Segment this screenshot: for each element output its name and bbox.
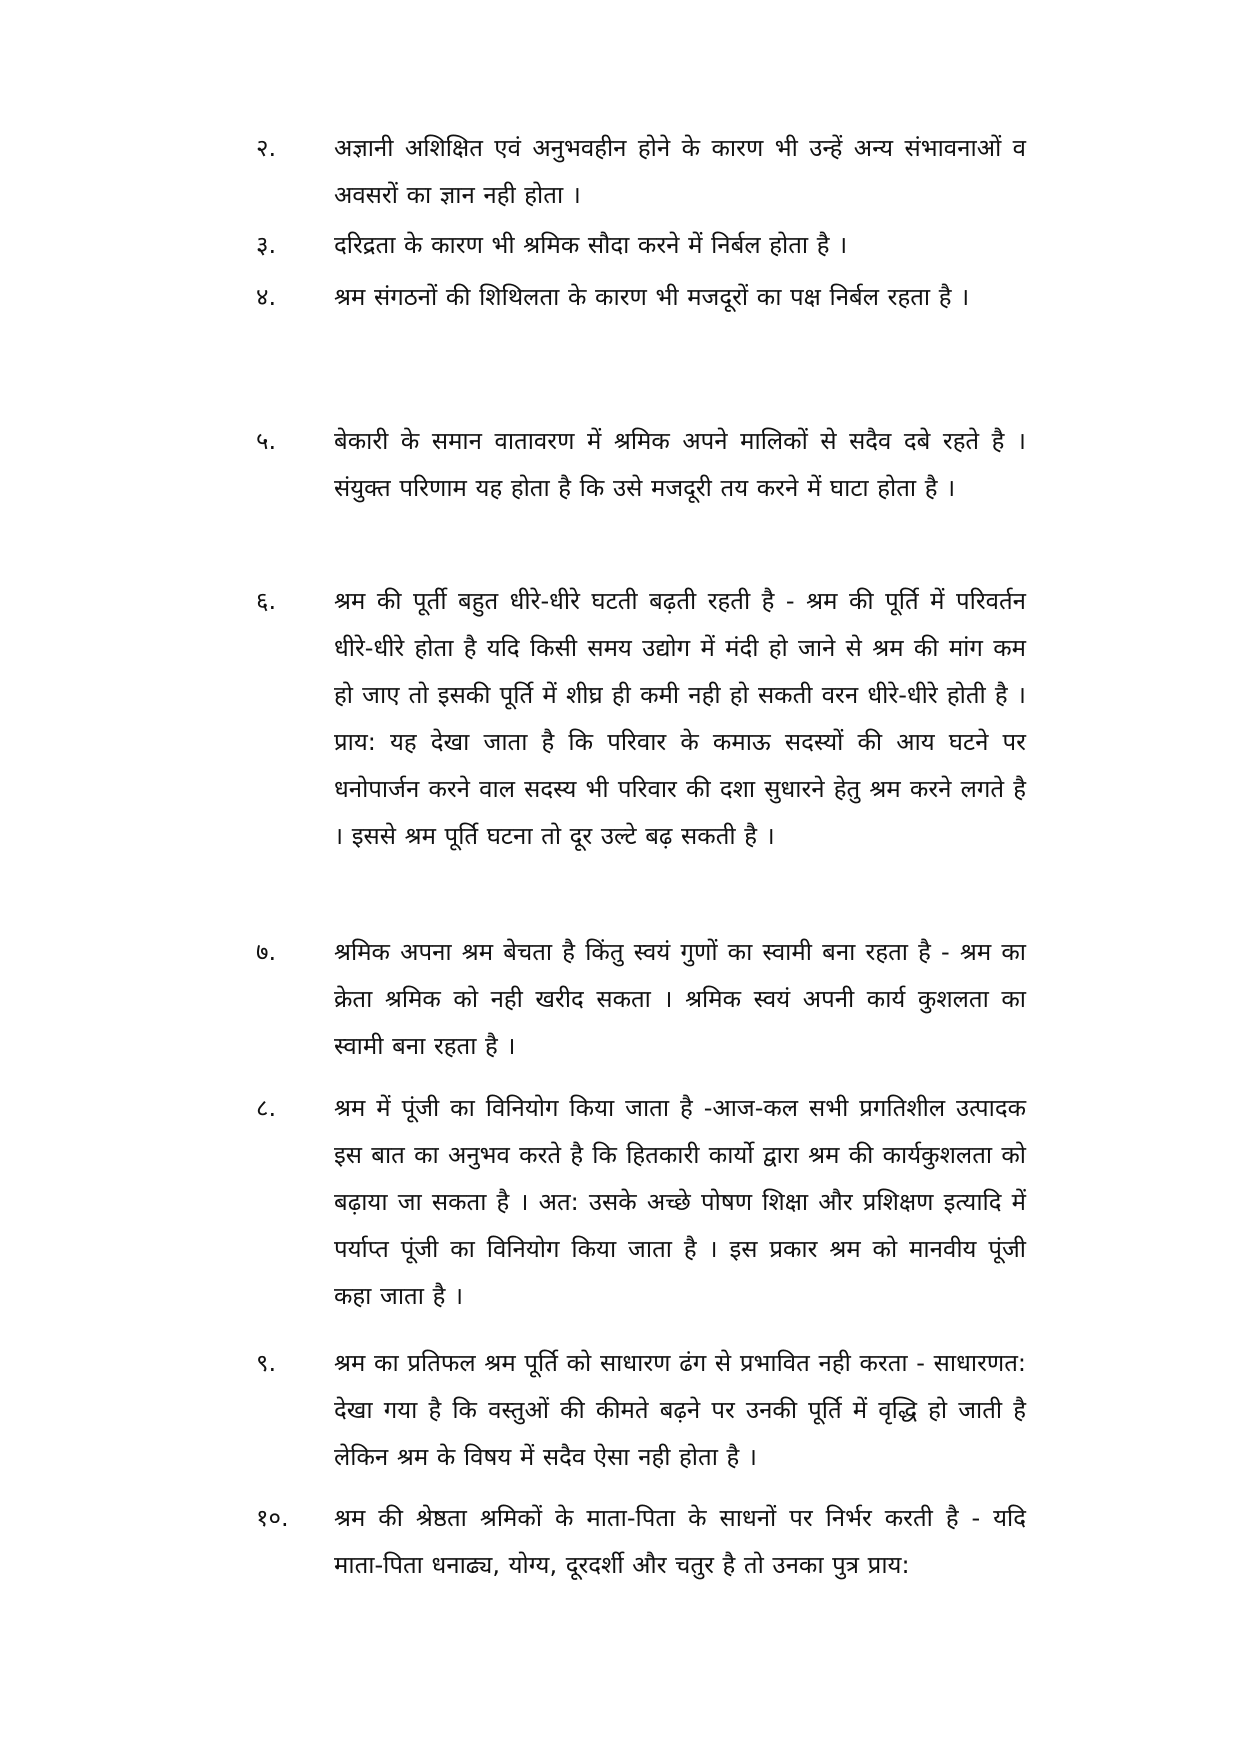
list-item: [256, 1495, 1026, 1589]
item-number: ५.: [256, 427, 277, 455]
item-number: ४.: [256, 283, 277, 311]
list-item: [256, 274, 1026, 321]
list-item: [256, 929, 1026, 1070]
list-item: [256, 578, 1026, 860]
list-item: [256, 418, 1026, 512]
item-number: ३.: [256, 231, 277, 259]
list-item: [256, 1340, 1026, 1481]
item-text: श्रम में पूंजी का विनियोग किया जाता है -आज-कल सभी प्रगतिशील उत्पादक इस बात का अनुभव करते है कि हितकारी कार्यो द्वारा श्रम की कार्यकुशलता को बढ़ाया जा सकता है । अत: उसके अच्छे पोषण शिक्षा और प्रशिक्षण इत्यादि में पर्याप्त पूंजी का विनियोग किया जाता है । इस प्रकार श्रम को मानवीय पूंजी कहा जाता है ।: [334, 1094, 1026, 1310]
item-number: १०.: [256, 1504, 289, 1532]
item-text: श्रम संगठनों की शिथिलता के कारण भी मजदूरों का पक्ष निर्बल रहता है ।: [334, 283, 970, 311]
list-item: [256, 125, 1026, 219]
item-number: २.: [256, 134, 277, 162]
item-number: ६.: [256, 587, 277, 615]
item-number: ८.: [256, 1094, 277, 1122]
item-text: श्रमिक अपना श्रम बेचता है किंतु स्वयं गुणों का स्वामी बना रहता है - श्रम का क्रेता श्रमिक को नही खरीद सकता । श्रमिक स्वयं अपनी कार्य कुशलता का स्वामी बना रहता है ।: [334, 938, 1026, 1060]
item-text: श्रम का प्रतिफल श्रम पूर्ति को साधारण ढंग से प्रभावित नही करता - साधारणत: देखा गया है कि वस्तुओं की कीमते बढ़ने पर उनकी पूर्ति में वृद्धि हो जाती है लेकिन श्रम के विषय में सदैव ऐसा नही होता है ।: [334, 1349, 1026, 1471]
item-text: अज्ञानी अशिक्षित एवं अनुभवहीन होने के कारण भी उन्हें अन्य संभावनाओं व अवसरों का ज्ञान नही होता ।: [334, 134, 1026, 209]
item-text: श्रम की पूर्ती बहुत धीरे-धीरे घटती बढ़ती रहती है - श्रम की पूर्ति में परिवर्तन धीरे-धीरे होता है यदि किसी समय उद्योग में मंदी हो जाने से श्रम की मांग कम हो जाए तो इसकी पूर्ति में शीघ्र ही कमी नही हो सकती वरन धीरे-धीरे होती है । प्राय: यह देखा जाता है कि परिवार के कमाऊ सदस्यों की आय घटने पर धनोपार्जन करने वाल सदस्य भी परिवार की दशा सुधारने हेतु श्रम करने लगते है । इससे श्रम पूर्ति घटना तो दूर उल्टे बढ़ सकती है ।: [334, 587, 1026, 850]
item-text: दरिद्रता के कारण भी श्रमिक सौदा करने में निर्बल होता है ।: [334, 231, 848, 259]
item-number: ९.: [256, 1349, 277, 1377]
list-item: [256, 222, 1026, 269]
item-number: ७.: [256, 938, 277, 966]
item-text: बेकारी के समान वातावरण में श्रमिक अपने मालिकों से सदैव दबे रहते है । संयुक्त परिणाम यह होता है कि उसे मजदूरी तय करने में घाटा होता है ।: [334, 427, 1026, 502]
list-item: [256, 1085, 1026, 1320]
item-text: श्रम की श्रेष्ठता श्रमिकों के माता-पिता के साधनों पर निर्भर करती है - यदि माता-पिता धनाढ्य, योग्य, दूरदर्शी और चतुर है तो उनका पुत्र प्राय:: [334, 1504, 1026, 1579]
